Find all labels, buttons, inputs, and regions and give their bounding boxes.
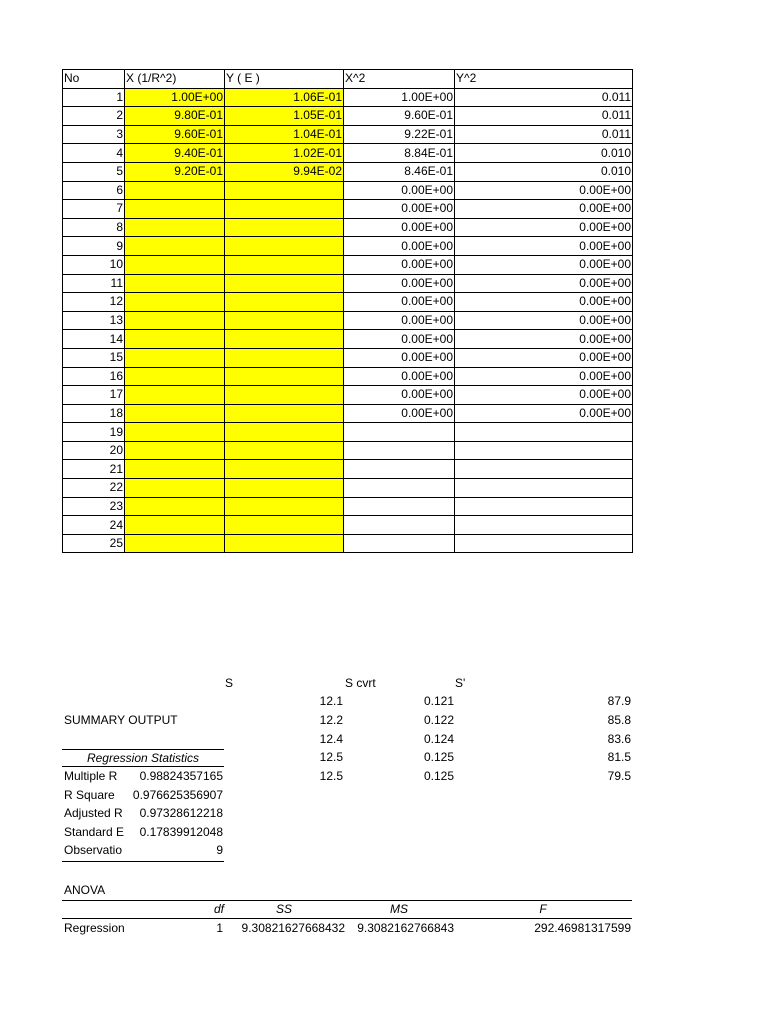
cell-x[interactable]: 9.20E-01 (125, 162, 225, 181)
cell-x2[interactable]: 8.84E-01 (344, 144, 455, 163)
cell-y2[interactable]: 0.00E+00 (455, 274, 633, 293)
s-cvrt-header: S cvrt (345, 676, 376, 690)
cell-x2[interactable] (344, 479, 455, 498)
cell-x[interactable] (125, 237, 225, 256)
cell-x2[interactable]: 0.00E+00 (344, 237, 455, 256)
anova-top-rule (62, 900, 632, 901)
anova-title: ANOVA (64, 883, 106, 897)
cell-no[interactable]: 18 (63, 404, 125, 423)
table-row (63, 255, 633, 274)
table-row (63, 404, 633, 423)
table-row (63, 218, 633, 237)
cell-y[interactable]: 1.04E-01 (225, 125, 344, 144)
table-row (63, 162, 633, 181)
stat-label: Multiple R (64, 769, 118, 783)
s-value: 12.1 (319, 694, 343, 708)
cell-y[interactable] (225, 479, 344, 498)
cell-x[interactable] (125, 255, 225, 274)
stat-value: 0.98824357165 (139, 769, 223, 783)
cell-x[interactable] (125, 441, 225, 460)
s-value: 12.4 (319, 731, 343, 746)
s-value: 12.5 (319, 769, 343, 784)
header-no: No (63, 70, 125, 89)
cell-y[interactable] (225, 237, 344, 256)
header-row (63, 70, 633, 89)
cell-no[interactable]: 9 (63, 237, 125, 256)
stat-value: 0.17839912048 (139, 824, 223, 839)
anova-header-df: df (213, 902, 224, 916)
cell-x2[interactable]: 0.00E+00 (344, 348, 455, 367)
cell-y2[interactable]: 0.00E+00 (455, 348, 633, 367)
cell-y[interactable] (225, 274, 344, 293)
cell-x[interactable] (125, 367, 225, 386)
cell-no[interactable]: 5 (63, 162, 125, 181)
cell-no[interactable]: 17 (63, 386, 125, 405)
cell-no[interactable]: 1 (63, 88, 125, 107)
cell-x2[interactable]: 0.00E+00 (344, 404, 455, 423)
cell-y[interactable] (225, 516, 344, 535)
cell-x2[interactable] (344, 423, 455, 442)
header-y2: Y^2 (455, 70, 633, 89)
cell-no[interactable]: 8 (63, 218, 125, 237)
header-x2: X^2 (344, 70, 455, 89)
cell-x[interactable] (125, 516, 225, 535)
cell-x[interactable] (125, 534, 225, 553)
s-value: 12.2 (319, 712, 343, 727)
cell-y[interactable]: 9.94E-02 (225, 162, 344, 181)
s-cvrt-value: 0.122 (423, 712, 454, 727)
cell-x[interactable] (125, 218, 225, 237)
table-row (63, 107, 633, 126)
cell-x[interactable] (125, 423, 225, 442)
table-row (63, 441, 633, 460)
cell-y2[interactable]: 0.00E+00 (455, 218, 633, 237)
stat-label: Observatio (64, 843, 123, 858)
cell-y2[interactable] (455, 460, 633, 479)
header-y: Y ( E ) (225, 70, 344, 89)
cell-y2[interactable] (455, 534, 633, 553)
anova-header-ss: SS (275, 902, 292, 916)
cell-y[interactable] (225, 255, 344, 274)
cell-y[interactable] (225, 218, 344, 237)
regression-stats-title: Regression Statistics (86, 751, 200, 765)
cell-x[interactable] (125, 386, 225, 405)
anova-header-ms: MS (390, 902, 408, 916)
cell-no[interactable]: 6 (63, 181, 125, 200)
cell-y[interactable] (225, 404, 344, 423)
table-row (63, 200, 633, 219)
anova-row-f: 292.46981317599 (534, 921, 631, 935)
table-row (63, 311, 633, 330)
cell-y[interactable] (225, 497, 344, 516)
cell-x[interactable] (125, 293, 225, 312)
cell-no[interactable]: 13 (63, 311, 125, 330)
cell-x2[interactable]: 0.00E+00 (344, 386, 455, 405)
cell-y[interactable] (225, 367, 344, 386)
cell-no[interactable]: 11 (63, 274, 125, 293)
table-row (63, 348, 633, 367)
table-row (63, 497, 633, 516)
table-row (63, 144, 633, 163)
s-prime-header: S' (455, 676, 466, 690)
cell-y[interactable] (225, 460, 344, 479)
cell-y[interactable] (225, 348, 344, 367)
cell-x2[interactable]: 0.00E+00 (344, 181, 455, 200)
s-cvrt-value: 0.124 (423, 731, 454, 746)
anova-header-f: F (539, 902, 547, 916)
cell-x[interactable] (125, 479, 225, 498)
cell-y2[interactable]: 0.011 (455, 107, 633, 126)
cell-x[interactable] (125, 274, 225, 293)
cell-y2[interactable] (455, 497, 633, 516)
cell-y2[interactable]: 0.00E+00 (455, 311, 633, 330)
s-prime-value: 87.9 (607, 694, 631, 708)
stat-label: R Square (64, 787, 115, 802)
table-row (63, 367, 633, 386)
cell-x2[interactable]: 0.00E+00 (344, 274, 455, 293)
stat-label: Standard E (64, 824, 125, 839)
s-prime-value: 81.5 (607, 750, 631, 765)
cell-no[interactable]: 20 (63, 441, 125, 460)
cell-x2[interactable]: 0.00E+00 (344, 293, 455, 312)
cell-x2[interactable] (344, 516, 455, 535)
cell-no[interactable]: 12 (63, 293, 125, 312)
summary-title: SUMMARY OUTPUT (64, 713, 178, 727)
s-prime-value: 85.8 (607, 712, 631, 727)
cell-x[interactable] (125, 404, 225, 423)
table-row (63, 460, 633, 479)
cell-x[interactable] (125, 460, 225, 479)
cell-y[interactable] (225, 311, 344, 330)
table-row (63, 534, 633, 553)
cell-y[interactable] (225, 293, 344, 312)
cell-x2[interactable]: 0.00E+00 (344, 218, 455, 237)
cell-x2[interactable]: 0.00E+00 (344, 367, 455, 386)
cell-x2[interactable]: 0.00E+00 (344, 255, 455, 274)
cell-no[interactable]: 15 (63, 348, 125, 367)
table-row (63, 293, 633, 312)
cell-no[interactable]: 10 (63, 255, 125, 274)
cell-no[interactable]: 3 (63, 125, 125, 144)
cell-y2[interactable]: 0.00E+00 (455, 181, 633, 200)
cell-x[interactable] (125, 200, 225, 219)
cell-y2[interactable] (455, 441, 633, 460)
cell-x[interactable]: 1.00E+00 (125, 88, 225, 107)
cell-no[interactable]: 22 (63, 479, 125, 498)
cell-x[interactable] (125, 348, 225, 367)
cell-y2[interactable] (455, 516, 633, 535)
cell-x2[interactable]: 1.00E+00 (344, 88, 455, 107)
cell-no[interactable]: 21 (63, 460, 125, 479)
cell-y[interactable] (225, 181, 344, 200)
s-cvrt-value: 0.121 (423, 694, 454, 708)
cell-no[interactable]: 23 (63, 497, 125, 516)
cell-y2[interactable] (455, 479, 633, 498)
cell-y[interactable] (225, 330, 344, 349)
cell-no[interactable]: 16 (63, 367, 125, 386)
stat-value: 0.976625356907 (132, 787, 223, 802)
regression-stats-mid-rule (62, 766, 224, 767)
cell-y[interactable] (225, 200, 344, 219)
cell-x2[interactable]: 8.46E-01 (344, 162, 455, 181)
table-row (63, 125, 633, 144)
cell-no[interactable]: 7 (63, 200, 125, 219)
regression-stats-bottom-rule (62, 861, 224, 862)
anova-header-rule (62, 918, 632, 919)
data-table (62, 69, 633, 553)
table-row (63, 330, 633, 349)
cell-y[interactable] (225, 534, 344, 553)
anova-row-df: 1 (216, 921, 223, 935)
cell-no[interactable]: 4 (63, 144, 125, 163)
stat-value: 9 (216, 843, 223, 858)
cell-no[interactable]: 24 (63, 516, 125, 535)
cell-x2[interactable]: 0.00E+00 (344, 311, 455, 330)
s-cvrt-value: 0.125 (423, 769, 454, 784)
cell-x2[interactable] (344, 534, 455, 553)
cell-x2[interactable] (344, 497, 455, 516)
cell-y2[interactable]: 0.011 (455, 88, 633, 107)
cell-y2[interactable]: 0.00E+00 (455, 367, 633, 386)
regression-stats-top-rule (62, 749, 224, 750)
cell-y2[interactable]: 0.00E+00 (455, 255, 633, 274)
header-x: X (1/R^2) (125, 70, 225, 89)
cell-x[interactable] (125, 497, 225, 516)
s-prime-value: 83.6 (607, 731, 631, 746)
cell-x2[interactable] (344, 441, 455, 460)
cell-x[interactable] (125, 181, 225, 200)
cell-x[interactable] (125, 330, 225, 349)
cell-x[interactable]: 9.60E-01 (125, 125, 225, 144)
cell-no[interactable]: 2 (63, 107, 125, 126)
s-value: 12.5 (319, 750, 343, 765)
cell-y[interactable] (225, 386, 344, 405)
cell-x2[interactable]: 0.00E+00 (344, 330, 455, 349)
cell-no[interactable]: 19 (63, 423, 125, 442)
cell-y2[interactable]: 0.00E+00 (455, 404, 633, 423)
cell-y[interactable]: 1.02E-01 (225, 144, 344, 163)
cell-x[interactable] (125, 311, 225, 330)
s-prime-value: 79.5 (607, 769, 631, 784)
s-cvrt-value: 0.125 (423, 750, 454, 765)
anova-row-ms: 9.3082162766843 (357, 921, 454, 935)
cell-y2[interactable]: 0.00E+00 (455, 200, 633, 219)
table-row (63, 386, 633, 405)
anova-row-ss: 9.30821627668432 (241, 921, 345, 935)
table-row (63, 274, 633, 293)
cell-y2[interactable]: 0.010 (455, 162, 633, 181)
cell-y2[interactable]: 0.00E+00 (455, 330, 633, 349)
cell-x2[interactable]: 9.22E-01 (344, 125, 455, 144)
cell-y2[interactable]: 0.00E+00 (455, 386, 633, 405)
table-row (63, 516, 633, 535)
cell-x[interactable]: 9.40E-01 (125, 144, 225, 163)
cell-y[interactable] (225, 441, 344, 460)
cell-y[interactable]: 1.06E-01 (225, 88, 344, 107)
anova-row-label: Regression (64, 921, 125, 935)
cell-x2[interactable]: 9.60E-01 (344, 107, 455, 126)
table-row (63, 88, 633, 107)
cell-y[interactable] (225, 423, 344, 442)
stat-label: Adjusted R (64, 806, 123, 821)
stat-value: 0.97328612218 (139, 806, 223, 821)
cell-y2[interactable] (455, 423, 633, 442)
table-row (63, 479, 633, 498)
cell-y[interactable]: 1.05E-01 (225, 107, 344, 126)
table-row (63, 237, 633, 256)
cell-y2[interactable]: 0.010 (455, 144, 633, 163)
cell-x[interactable]: 9.80E-01 (125, 107, 225, 126)
table-row (63, 181, 633, 200)
s-header: S (225, 676, 234, 690)
table-row (63, 423, 633, 442)
cell-x2[interactable] (344, 460, 455, 479)
cell-x2[interactable]: 0.00E+00 (344, 200, 455, 219)
cell-y2[interactable]: 0.011 (455, 125, 633, 144)
cell-y2[interactable]: 0.00E+00 (455, 293, 633, 312)
cell-y2[interactable]: 0.00E+00 (455, 237, 633, 256)
cell-no[interactable]: 25 (63, 534, 125, 553)
cell-no[interactable]: 14 (63, 330, 125, 349)
